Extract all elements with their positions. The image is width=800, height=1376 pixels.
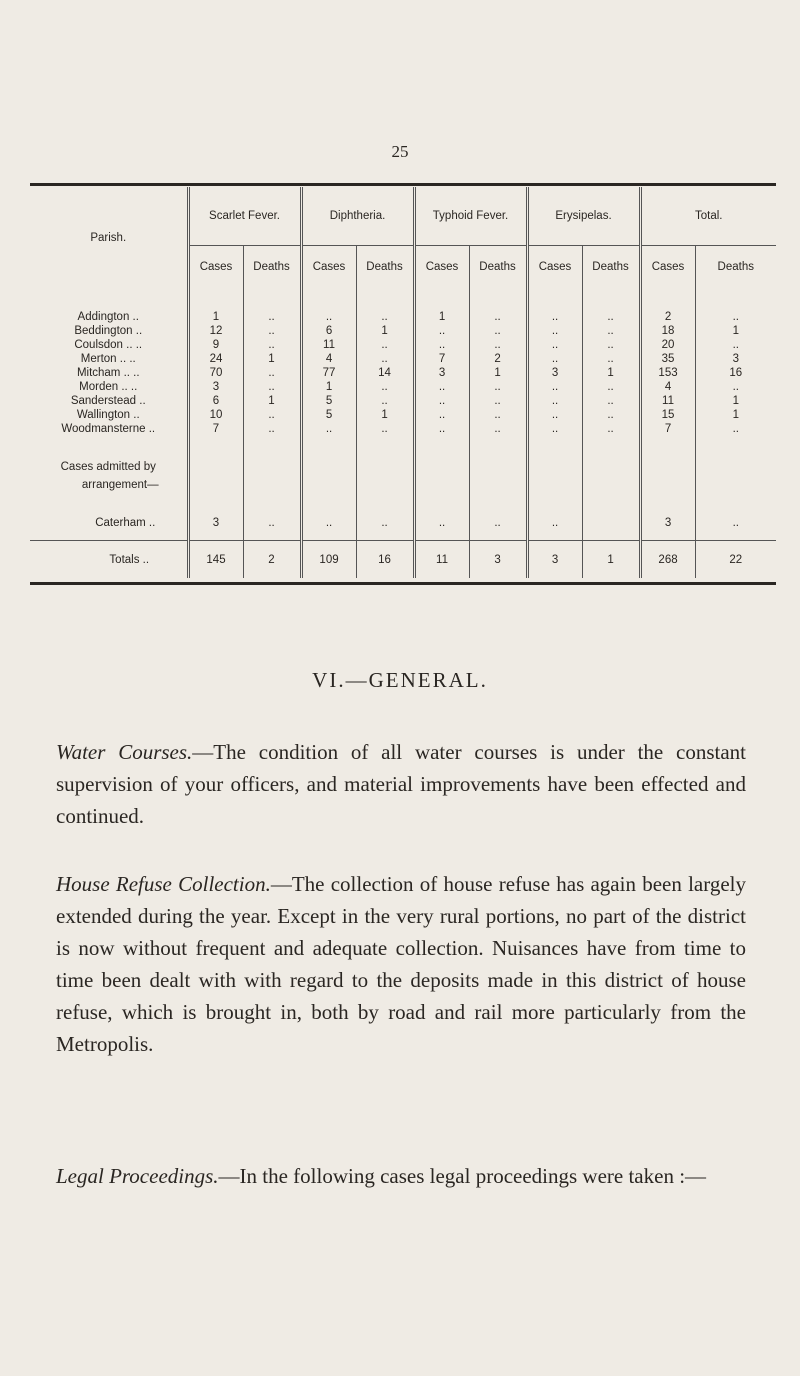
table-cell: 2	[469, 352, 527, 366]
parish-name: Coulsdon .. ..	[74, 339, 143, 351]
parish-name: Sanderstead ..	[70, 395, 146, 407]
table-cell: ..	[356, 516, 414, 530]
table-cell: ..	[695, 516, 776, 530]
table-cell: ..	[243, 380, 301, 394]
note-line-1: Cases admitted by	[60, 460, 156, 473]
table-cell: 16	[695, 366, 776, 380]
table-cell: ..	[582, 380, 640, 394]
table-cell: ..	[469, 516, 527, 530]
typhoid-fever-header: Typhoid Fever.	[414, 187, 527, 246]
page-number: 25	[391, 142, 409, 161]
parish-name: Morden .. ..	[79, 381, 138, 393]
table-cell: ..	[527, 324, 582, 338]
table-cell: 3	[188, 380, 243, 394]
table-cell	[582, 516, 640, 530]
table-cell: 12	[188, 324, 243, 338]
table-cell: ..	[243, 422, 301, 436]
scarlet-fever-header: Scarlet Fever.	[188, 187, 301, 246]
table-cell: 1	[414, 310, 469, 324]
table-cell: ..	[414, 516, 469, 530]
parish-name: Wallington ..	[76, 409, 140, 421]
table-row	[30, 394, 776, 408]
table-cell: ..	[469, 338, 527, 352]
table-row	[30, 408, 776, 422]
table-cell: ..	[582, 394, 640, 408]
table-cell: 1	[301, 380, 356, 394]
table-cell: 3	[469, 541, 527, 579]
table-cell: 268	[640, 541, 695, 579]
table-cell: 18	[640, 324, 695, 338]
table-cell: ..	[527, 516, 582, 530]
table-cell: 6	[188, 394, 243, 408]
table-cell: ..	[582, 422, 640, 436]
table-cell: 1	[188, 310, 243, 324]
deaths-header: Deaths	[469, 246, 527, 289]
table-cell: 22	[695, 541, 776, 579]
table-row	[30, 366, 776, 380]
table-cell: ..	[469, 408, 527, 422]
table-cell: 24	[188, 352, 243, 366]
table-cell: ..	[243, 324, 301, 338]
paragraph-water-courses	[56, 736, 746, 832]
table-cell: ..	[356, 310, 414, 324]
table-cell: 4	[640, 380, 695, 394]
table-cell: 1	[356, 408, 414, 422]
spacer-row	[30, 530, 776, 541]
table-cell: 6	[301, 324, 356, 338]
parish-header: Parish.	[90, 231, 127, 244]
parish-name: Totals ..	[30, 541, 188, 579]
table-cell: ..	[582, 324, 640, 338]
table-cell: ..	[414, 422, 469, 436]
table-cell: 11	[640, 394, 695, 408]
table-cell: 11	[414, 541, 469, 579]
totals-row	[30, 541, 776, 579]
table-cell: 109	[301, 541, 356, 579]
table-cell: 2	[640, 310, 695, 324]
table-cell: ..	[301, 516, 356, 530]
table-cell: ..	[527, 408, 582, 422]
table-cell: ..	[469, 380, 527, 394]
table-cell: ..	[582, 352, 640, 366]
table-cell: ..	[356, 338, 414, 352]
table-cell: ..	[356, 352, 414, 366]
table-cell: ..	[414, 380, 469, 394]
parish-name: Merton .. ..	[80, 353, 136, 365]
table-cell: ..	[527, 394, 582, 408]
note-line-2: arrangement—	[81, 478, 159, 491]
table-cell: 77	[301, 366, 356, 380]
table-cell: ..	[356, 394, 414, 408]
table-cell: ..	[582, 408, 640, 422]
table-cell: 1	[243, 352, 301, 366]
diphtheria-header: Diphtheria.	[301, 187, 414, 246]
erysipelas-header: Erysipelas.	[527, 187, 640, 246]
section-title: VI.—GENERAL.	[312, 668, 488, 692]
table-cell: 1	[695, 408, 776, 422]
cases-header: Cases	[640, 246, 695, 289]
paragraph-legal-proceedings	[56, 1160, 746, 1192]
table-cell: 1	[469, 366, 527, 380]
table-cell: ..	[695, 310, 776, 324]
table-cell: ..	[469, 324, 527, 338]
table-cell: ..	[414, 338, 469, 352]
table-cell: 1	[695, 394, 776, 408]
table-cell: 1	[695, 324, 776, 338]
table-cell: 15	[640, 408, 695, 422]
disease-table	[30, 187, 776, 578]
table-row	[30, 422, 776, 436]
table-cell: 14	[356, 366, 414, 380]
table-cell: ..	[414, 408, 469, 422]
table-cell: ..	[527, 310, 582, 324]
house-refuse-text: —The collection of house refuse has again been largely extended during the year. Except in the very rural portions, no part of the district is now without frequent and adequate collection. Nuisances have from time to time been dealt with with regard to the deposits made in this district of house refuse, which is brought in, both by road and rail more particularly from the Metropolis.	[56, 872, 746, 1056]
table-cell: ..	[695, 422, 776, 436]
table-cell: ..	[527, 338, 582, 352]
deaths-header: Deaths	[582, 246, 640, 289]
legal-proceedings-text: —In the following cases legal proceedings were taken :—	[218, 1164, 707, 1188]
table-cell: ..	[582, 338, 640, 352]
table-cell: ..	[243, 310, 301, 324]
table-cell: ..	[243, 366, 301, 380]
table-cell: 2	[243, 541, 301, 579]
table-cell: 16	[356, 541, 414, 579]
deaths-header: Deaths	[356, 246, 414, 289]
spacer-row	[30, 436, 776, 458]
legal-proceedings-heading: Legal Proceedings.	[56, 1164, 219, 1188]
table-cell: 3	[527, 366, 582, 380]
table-row	[30, 310, 776, 324]
table-cell: ..	[414, 324, 469, 338]
table-cell: ..	[243, 408, 301, 422]
water-courses-text: —The condition of all water courses is under the constant supervision of your officers, and material improvements have been effected and continued.	[56, 740, 746, 828]
cases-header: Cases	[527, 246, 582, 289]
parish-name: Woodmansterne ..	[61, 423, 156, 435]
table-cell: 10	[188, 408, 243, 422]
table-cell: 7	[188, 422, 243, 436]
table-cell: ..	[469, 394, 527, 408]
cases-header: Cases	[414, 246, 469, 289]
note-row	[30, 458, 776, 476]
parish-name: Mitcham .. ..	[76, 367, 140, 379]
cases-header: Cases	[188, 246, 243, 289]
table-cell: 9	[188, 338, 243, 352]
cases-header: Cases	[301, 246, 356, 289]
table-cell: 3	[188, 516, 243, 530]
table-cell: 153	[640, 366, 695, 380]
table-cell: ..	[469, 422, 527, 436]
table-cell: 145	[188, 541, 243, 579]
table-cell: 3	[695, 352, 776, 366]
table-cell: 7	[414, 352, 469, 366]
table-cell: ..	[243, 338, 301, 352]
paragraph-house-refuse	[56, 868, 746, 1060]
table-cell: 1	[582, 366, 640, 380]
table-cell: ..	[582, 310, 640, 324]
table-cell: 3	[527, 541, 582, 579]
table-cell: ..	[356, 422, 414, 436]
deaths-header: Deaths	[695, 246, 776, 289]
table-cell: ..	[243, 516, 301, 530]
table-cell: ..	[527, 422, 582, 436]
table-cell: 20	[640, 338, 695, 352]
table-cell: 3	[640, 516, 695, 530]
table-cell: ..	[695, 338, 776, 352]
table-cell: 5	[301, 408, 356, 422]
table-cell: 1	[582, 541, 640, 579]
parish-name: Caterham ..	[95, 517, 156, 529]
caterham-row	[30, 516, 776, 530]
table-cell: ..	[469, 310, 527, 324]
table-cell: 70	[188, 366, 243, 380]
table-row	[30, 352, 776, 366]
table-cell: ..	[527, 352, 582, 366]
note-row	[30, 476, 776, 494]
deaths-header: Deaths	[243, 246, 301, 289]
table-cell: 1	[356, 324, 414, 338]
table-row	[30, 338, 776, 352]
water-courses-heading: Water Courses.	[56, 740, 193, 764]
table-cell: ..	[356, 380, 414, 394]
total-header: Total.	[640, 187, 776, 246]
table-row	[30, 324, 776, 338]
table-cell: ..	[301, 310, 356, 324]
table-top-rule	[30, 183, 776, 186]
table-row	[30, 380, 776, 394]
parish-name: Addington ..	[77, 311, 139, 323]
table-cell: 11	[301, 338, 356, 352]
table-cell: ..	[527, 380, 582, 394]
table-cell: 5	[301, 394, 356, 408]
table-cell: 4	[301, 352, 356, 366]
table-cell: ..	[414, 394, 469, 408]
table-cell: 7	[640, 422, 695, 436]
table-cell: ..	[301, 422, 356, 436]
table-cell: ..	[695, 380, 776, 394]
parish-name: Beddington ..	[74, 325, 143, 337]
table-cell: 35	[640, 352, 695, 366]
table-bottom-rule	[30, 582, 776, 585]
table-cell: 1	[243, 394, 301, 408]
house-refuse-heading: House Refuse Collection.	[56, 872, 271, 896]
table-cell: 3	[414, 366, 469, 380]
spacer-row	[30, 494, 776, 516]
